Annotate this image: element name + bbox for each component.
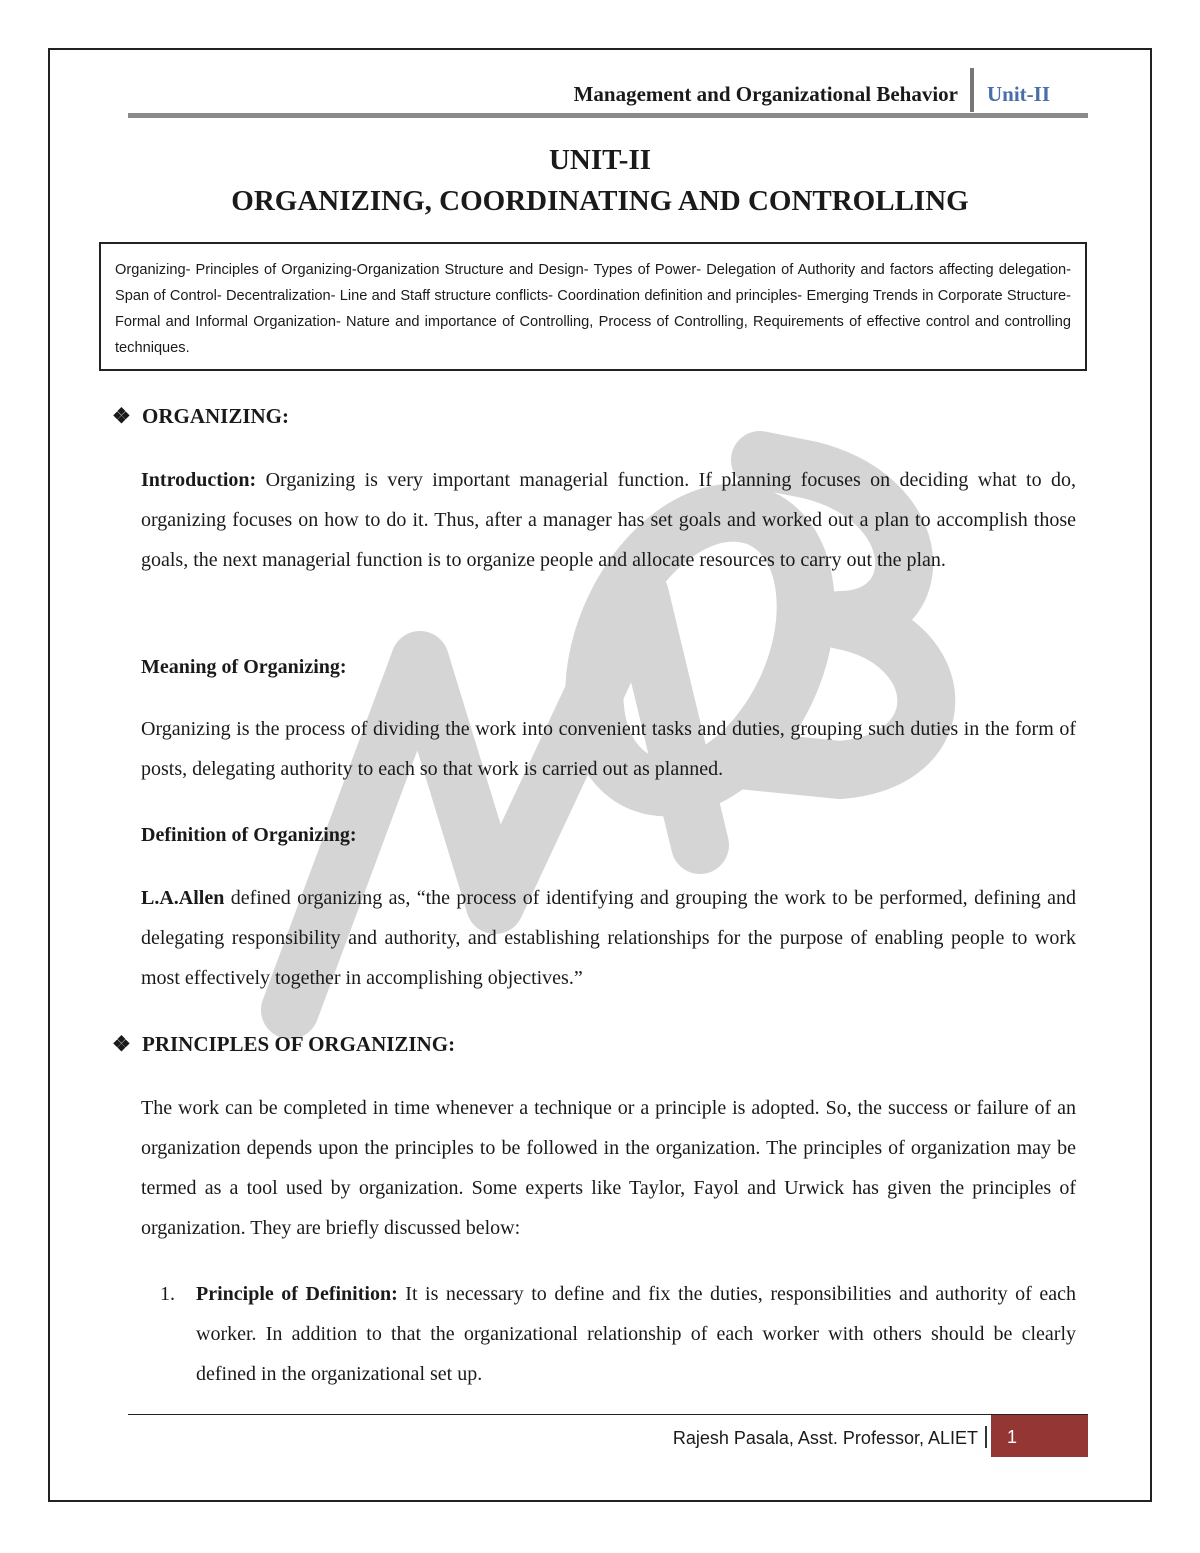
diamond-bullet-icon: ❖	[112, 1032, 131, 1056]
meaning-paragraph: Organizing is the process of dividing the work into convenient tasks and duties, grouping such duties in the form of posts, delegating authority to each so that work is carried out as planned.	[141, 718, 1076, 780]
principles-intro-paragraph: The work can be completed in time whenever a technique or a principle is adopted. So, the success or failure of an organization depends upon the principles to be followed in the organization. The principles of organization may be termed as a tool used by organization. Some experts like Taylor, Fayol and Urwick has given the principles of organization. They are briefly discussed below:	[141, 1097, 1076, 1239]
unit-title: UNIT-II	[548, 144, 652, 176]
unit-subtitle: ORGANIZING, COORDINATING AND CONTROLLING	[231, 185, 969, 217]
header-rule	[128, 113, 1088, 118]
footer-rule	[128, 1414, 1088, 1415]
section-heading-text: ORGANIZING:	[142, 404, 290, 428]
header-separator	[970, 68, 974, 112]
running-header	[128, 76, 1088, 112]
syllabus-box: Organizing- Principles of Organizing-Organization Structure and Design- Types of Power- Delegation of Authority and factors affecting delegation- Span of Control- Decentralization- Line and Staff structure conflicts- Coordination definition and principles- Emerging Trends in Corporate Structure- Formal and Informal Organization- Nature and importance of Controlling, Process of Controlling, Requirements of effective control and controlling techniques.	[99, 242, 1087, 371]
definition-paragraph	[141, 878, 1076, 998]
definition-author: L.A.Allen	[141, 887, 225, 909]
meaning-heading: Meaning of Organizing:	[141, 656, 347, 678]
footer-author: Rajesh Pasala, Asst. Professor, ALIET	[672, 1428, 978, 1448]
intro-paragraph	[141, 460, 1076, 580]
header-unit-label: Unit-II	[986, 82, 1050, 106]
list-item	[160, 1274, 1076, 1394]
list-item-label: Principle of Definition:	[196, 1283, 398, 1305]
intro-label: Introduction:	[141, 469, 257, 491]
footer-separator	[985, 1426, 987, 1448]
definition-text: defined organizing as, “the process of identifying and grouping the work to be performed, defining and delegating responsibility and authority, and establishing relationships for the purpose of enabling people to work most effectively together in accomplishing objectives.”	[141, 887, 1076, 989]
section-heading-text: PRINCIPLES OF ORGANIZING:	[142, 1032, 456, 1056]
header-course-title: Management and Organizational Behavior	[573, 82, 958, 106]
definition-heading: Definition of Organizing:	[141, 824, 357, 846]
list-item-text: It is necessary to define and fix the duties, responsibilities and authority of each worker. In addition to that the organizational relationship of each worker with others should be clearly defined in the organizational set up.	[196, 1283, 1076, 1385]
section-heading-organizing	[112, 404, 289, 429]
section-heading-principles	[112, 1032, 455, 1057]
intro-text: Organizing is very important managerial function. If planning focuses on deciding what to do, organizing focuses on how to do it. Thus, after a manager has set goals and worked out a plan to accomplish those goals, the next managerial function is to organize people and allocate resources to carry out the plan.	[141, 469, 1076, 571]
list-item-number: 1.	[160, 1283, 175, 1305]
page-number: 1	[991, 1415, 1088, 1457]
list-item-body	[196, 1274, 1076, 1394]
diamond-bullet-icon: ❖	[112, 404, 131, 428]
